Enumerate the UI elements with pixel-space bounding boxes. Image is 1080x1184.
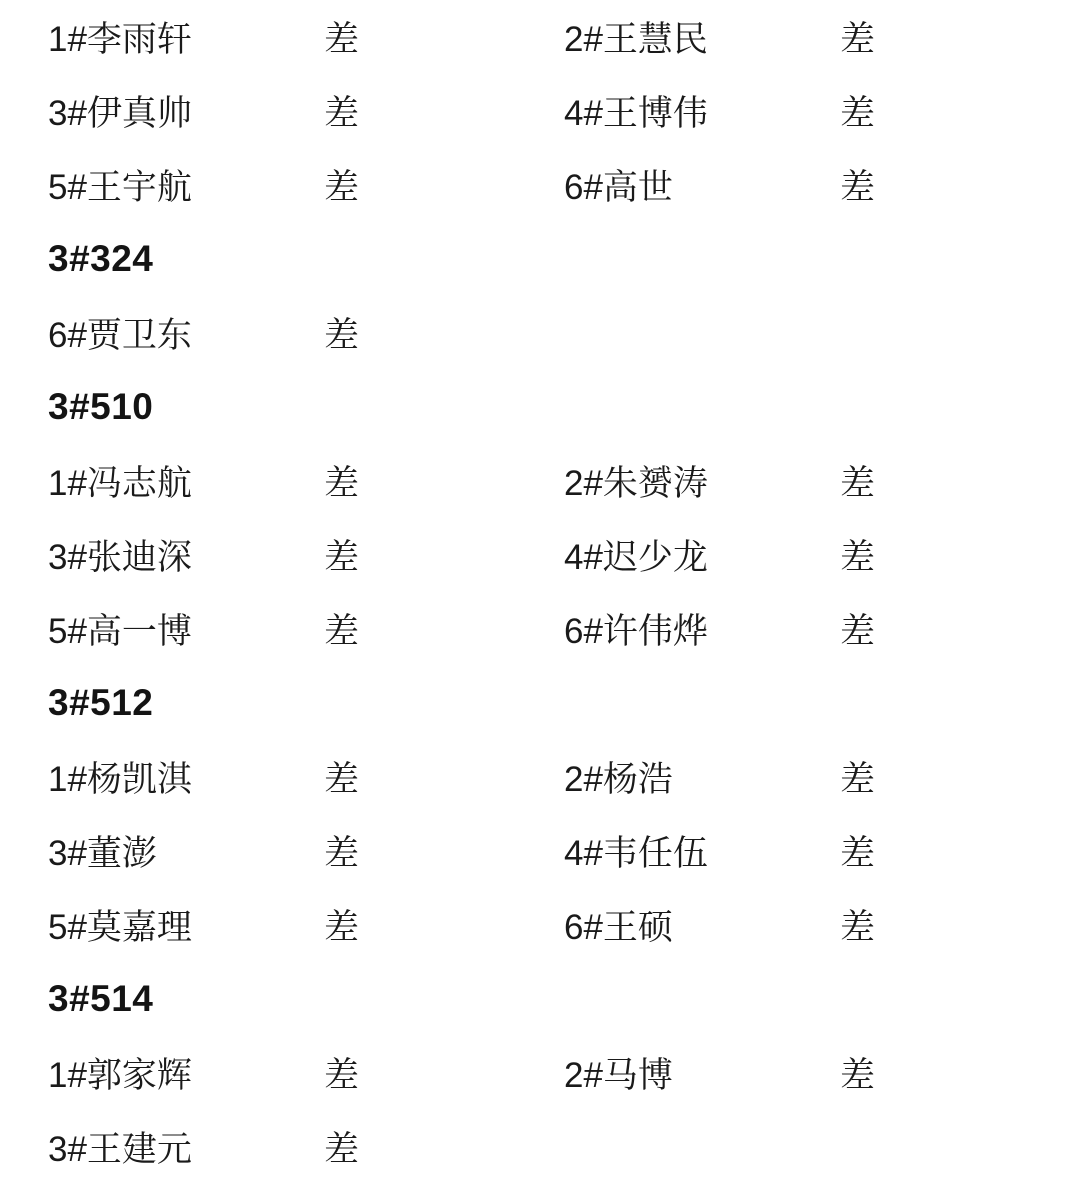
record-cell-right — [540, 530, 1056, 580]
record-status: 差 — [324, 612, 360, 651]
record-cell-right — [540, 86, 1056, 136]
record-status: 差 — [324, 20, 360, 59]
record-name: 2#朱赟涛 — [564, 464, 708, 503]
record-cell-left — [24, 308, 540, 358]
table-row — [24, 888, 1056, 962]
record-cell-right — [540, 752, 1056, 802]
record-cell-left — [24, 12, 540, 62]
record-name: 3#张迪深 — [48, 538, 192, 577]
record-cell-left — [24, 826, 540, 876]
record-status: 差 — [840, 20, 876, 59]
record-status: 差 — [840, 908, 876, 947]
table-row — [24, 518, 1056, 592]
record-name: 4#迟少龙 — [564, 538, 708, 577]
record-list — [24, 0, 1056, 1184]
table-row — [24, 740, 1056, 814]
group-header-row — [24, 222, 1056, 296]
record-status: 差 — [840, 612, 876, 651]
group-title: 3#324 — [48, 238, 154, 279]
table-row — [24, 1036, 1056, 1110]
record-name: 6#许伟烨 — [564, 612, 708, 651]
record-name: 2#马博 — [564, 1056, 673, 1095]
record-name: 3#王建元 — [48, 1130, 192, 1169]
table-row — [24, 814, 1056, 888]
record-status: 差 — [840, 168, 876, 207]
record-status: 差 — [840, 538, 876, 577]
record-name: 4#王博伟 — [564, 94, 708, 133]
record-cell-left — [24, 1048, 540, 1098]
record-cell-right — [540, 456, 1056, 506]
record-name: 3#董澎 — [48, 834, 157, 873]
record-cell-left — [24, 530, 540, 580]
record-cell-left — [24, 752, 540, 802]
table-row — [24, 296, 1056, 370]
record-cell-left — [24, 900, 540, 950]
group-header-row — [24, 666, 1056, 740]
record-cell-right — [540, 826, 1056, 876]
record-status: 差 — [324, 908, 360, 947]
record-status: 差 — [324, 760, 360, 799]
record-name: 1#郭家辉 — [48, 1056, 192, 1095]
record-cell-left — [24, 1122, 540, 1172]
record-status: 差 — [324, 1056, 360, 1095]
record-name: 1#冯志航 — [48, 464, 192, 503]
record-cell-left — [24, 604, 540, 654]
record-cell-right — [540, 900, 1056, 950]
record-name: 6#高世 — [564, 168, 673, 207]
table-row — [24, 444, 1056, 518]
record-name: 2#王慧民 — [564, 20, 708, 59]
group-title: 3#510 — [48, 386, 154, 427]
record-status: 差 — [840, 464, 876, 503]
record-status: 差 — [324, 94, 360, 133]
record-status: 差 — [840, 760, 876, 799]
record-cell-left — [24, 86, 540, 136]
table-row — [24, 0, 1056, 74]
record-name: 2#杨浩 — [564, 760, 673, 799]
record-status: 差 — [840, 94, 876, 133]
record-status: 差 — [324, 834, 360, 873]
record-status: 差 — [324, 538, 360, 577]
record-cell-right — [540, 160, 1056, 210]
record-name: 4#韦任伍 — [564, 834, 708, 873]
record-name: 5#王宇航 — [48, 168, 192, 207]
record-cell-right — [540, 604, 1056, 654]
record-status: 差 — [324, 168, 360, 207]
table-row — [24, 592, 1056, 666]
table-row — [24, 1110, 1056, 1184]
record-status: 差 — [324, 464, 360, 503]
group-header-row — [24, 370, 1056, 444]
record-status: 差 — [324, 316, 360, 355]
record-cell-left — [24, 456, 540, 506]
group-header-row — [24, 962, 1056, 1036]
record-cell-left — [24, 160, 540, 210]
record-status: 差 — [840, 1056, 876, 1095]
record-cell-right — [540, 12, 1056, 62]
group-title: 3#512 — [48, 682, 154, 723]
record-cell-right — [540, 1048, 1056, 1098]
record-name: 6#贾卫东 — [48, 316, 192, 355]
record-name: 1#杨凯淇 — [48, 760, 192, 799]
record-name: 5#高一博 — [48, 612, 192, 651]
record-status: 差 — [324, 1130, 360, 1169]
record-name: 1#李雨轩 — [48, 20, 192, 59]
group-title: 3#514 — [48, 978, 154, 1019]
record-name: 5#莫嘉理 — [48, 908, 192, 947]
table-row — [24, 148, 1056, 222]
record-name: 3#伊真帅 — [48, 94, 192, 133]
record-status: 差 — [840, 834, 876, 873]
record-name: 6#王硕 — [564, 908, 673, 947]
table-row — [24, 74, 1056, 148]
